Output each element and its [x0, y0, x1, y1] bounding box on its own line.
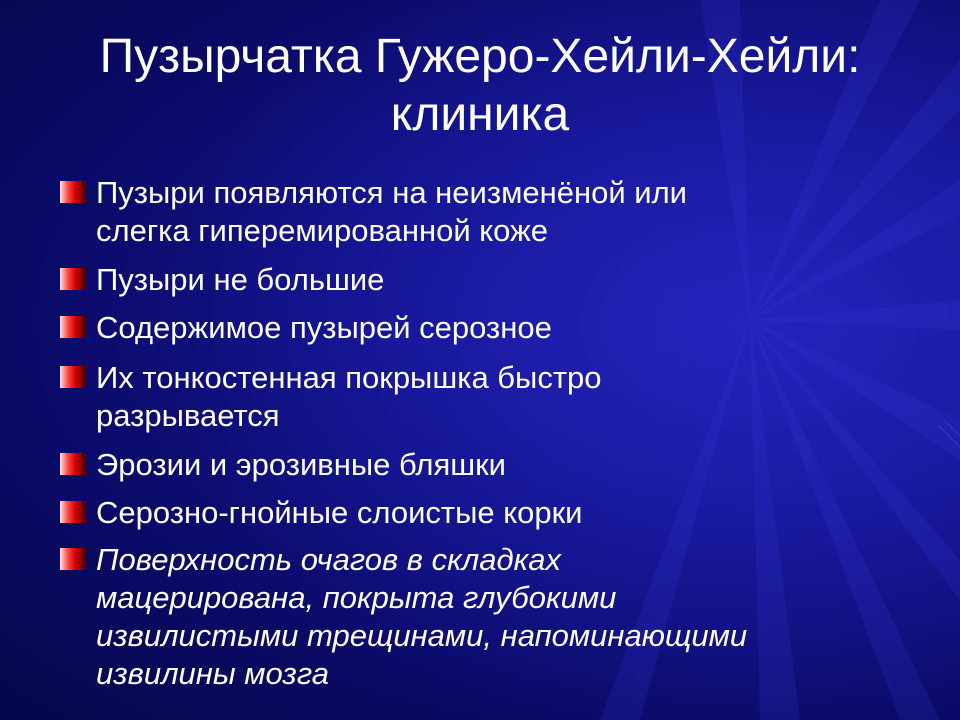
bullet-line: Пузыри появляются на неизменёной или	[96, 175, 687, 210]
title-line-2: клиника	[390, 88, 570, 141]
bullet-line: Пузыри не большие	[96, 262, 385, 297]
bullet-text	[96, 446, 926, 484]
bullet-line: слегка гиперемированной коже	[96, 213, 549, 248]
bullet-text	[96, 494, 926, 532]
bullet-line: разрывается	[96, 398, 280, 433]
red-square-bullet-icon	[60, 501, 86, 527]
bullet-line: Серозно-гнойные слоистые корки	[96, 495, 583, 530]
bullet-line: извилины мозга	[96, 656, 330, 691]
bullet-text	[96, 174, 926, 250]
title-line-1: Пузырчатка Гужеро-Хейли-Хейли:	[99, 30, 861, 83]
red-square-bullet-icon	[60, 316, 86, 342]
red-square-bullet-icon	[60, 268, 86, 294]
bullet-text	[96, 309, 926, 347]
bullet-line: Поверхность очагов в складках	[96, 542, 561, 577]
bullet-line: Содержимое пузырей серозное	[96, 310, 552, 345]
bullet-text	[96, 261, 926, 299]
red-square-bullet-icon	[60, 181, 86, 207]
bullet-text	[96, 359, 926, 435]
bullet-text	[96, 541, 926, 693]
bullet-line: Эрозии и эрозивные бляшки	[96, 447, 506, 482]
red-square-bullet-icon	[60, 453, 86, 479]
bullet-line: извилистыми трещинами, напоминающими	[96, 618, 748, 653]
bullet-line: мацерирована, покрыта глубокими	[96, 580, 617, 615]
bullet-line: Их тонкостенная покрышка быстро	[96, 360, 602, 395]
red-square-bullet-icon	[60, 548, 86, 574]
red-square-bullet-icon	[60, 366, 86, 392]
